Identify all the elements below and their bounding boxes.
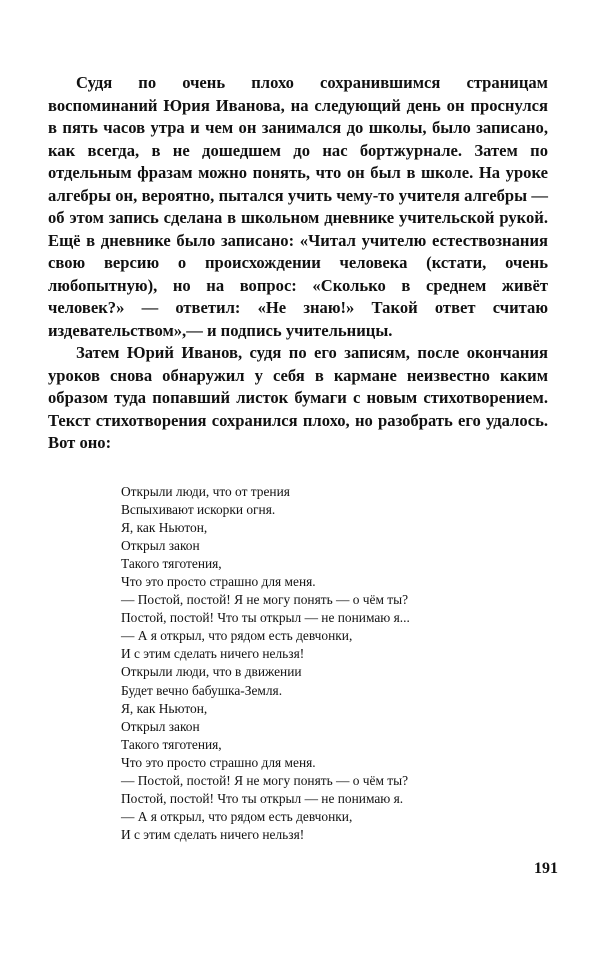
poem-line: Вспыхивают искорки огня. xyxy=(121,502,276,518)
poem xyxy=(121,483,521,844)
poem-line: — Постой, постой! Я не могу понять — о чём ты? xyxy=(121,592,409,608)
poem-line: Открыл закон xyxy=(121,538,200,554)
poem-line: И с этим сделать ничего нельзя! xyxy=(121,646,305,662)
poem-line: Открыли люди, что от трения xyxy=(121,484,290,499)
poem-line: — Постой, постой! Я не могу понять — о чём ты? xyxy=(121,772,409,788)
poem-line: Постой, постой! Что ты открыл — не понимаю я... xyxy=(121,610,410,626)
poem-line: Постой, постой! Что ты открыл — не понимаю я. xyxy=(121,790,404,806)
poem-line: Я, как Ньютон, xyxy=(121,520,208,536)
poem-line: Я, как Ньютон, xyxy=(121,700,208,716)
paragraph-1: Судя по очень плохо сохранившимся страницам воспоминаний Юрия Иванова, на следующий день он проснулся в пять часов утра и чем он занимался до школы, было записано, как всегда, в не дошедшем до нас бортжурнале. Затем по отдельным фразам можно понять, что он был в школе. На уроке алгебры он, вероятно, пытался учить чему-то учителя алгебры — об этом запись сделана в школьном дневнике учительской рукой. Ещё в дневнике было записано: «Читал учителю естествознания свою версию о происхождении человека (кстати, очень любопытную), но на вопрос: «Сколько в среднем живёт человек?» — ответил: «Не знаю!» Такой ответ считаю издевательством»,— и подпись учительницы. xyxy=(48,73,548,340)
page-number: 191 xyxy=(534,860,558,877)
poem-line: Такого тяготения, xyxy=(121,736,222,752)
poem-line: Открыл закон xyxy=(121,718,200,734)
poem-line: Открыли люди, что в движении xyxy=(121,664,302,680)
poem-line: И с этим сделать ничего нельзя! xyxy=(121,826,305,842)
paragraph-2: Затем Юрий Иванов, судя по его записям, после окончания уроков снова обнаружил у себя в кармане неизвестно каким образом туда попавший листок бумаги с новым стихотворением. Текст стихотворения сохранился плохо, но разобрать его удалось. Вот оно: xyxy=(48,343,548,452)
poem-line: — А я открыл, что рядом есть девчонки, xyxy=(121,808,353,824)
poem-line: Что это просто страшно для меня. xyxy=(121,574,316,590)
poem-line: Будет вечно бабушка-Земля. xyxy=(121,682,283,698)
poem-line: Такого тяготения, xyxy=(121,556,222,572)
prose-text xyxy=(48,72,548,455)
poem-line: — А я открыл, что рядом есть девчонки, xyxy=(121,628,353,644)
poem-line: Что это просто страшно для меня. xyxy=(121,754,316,770)
